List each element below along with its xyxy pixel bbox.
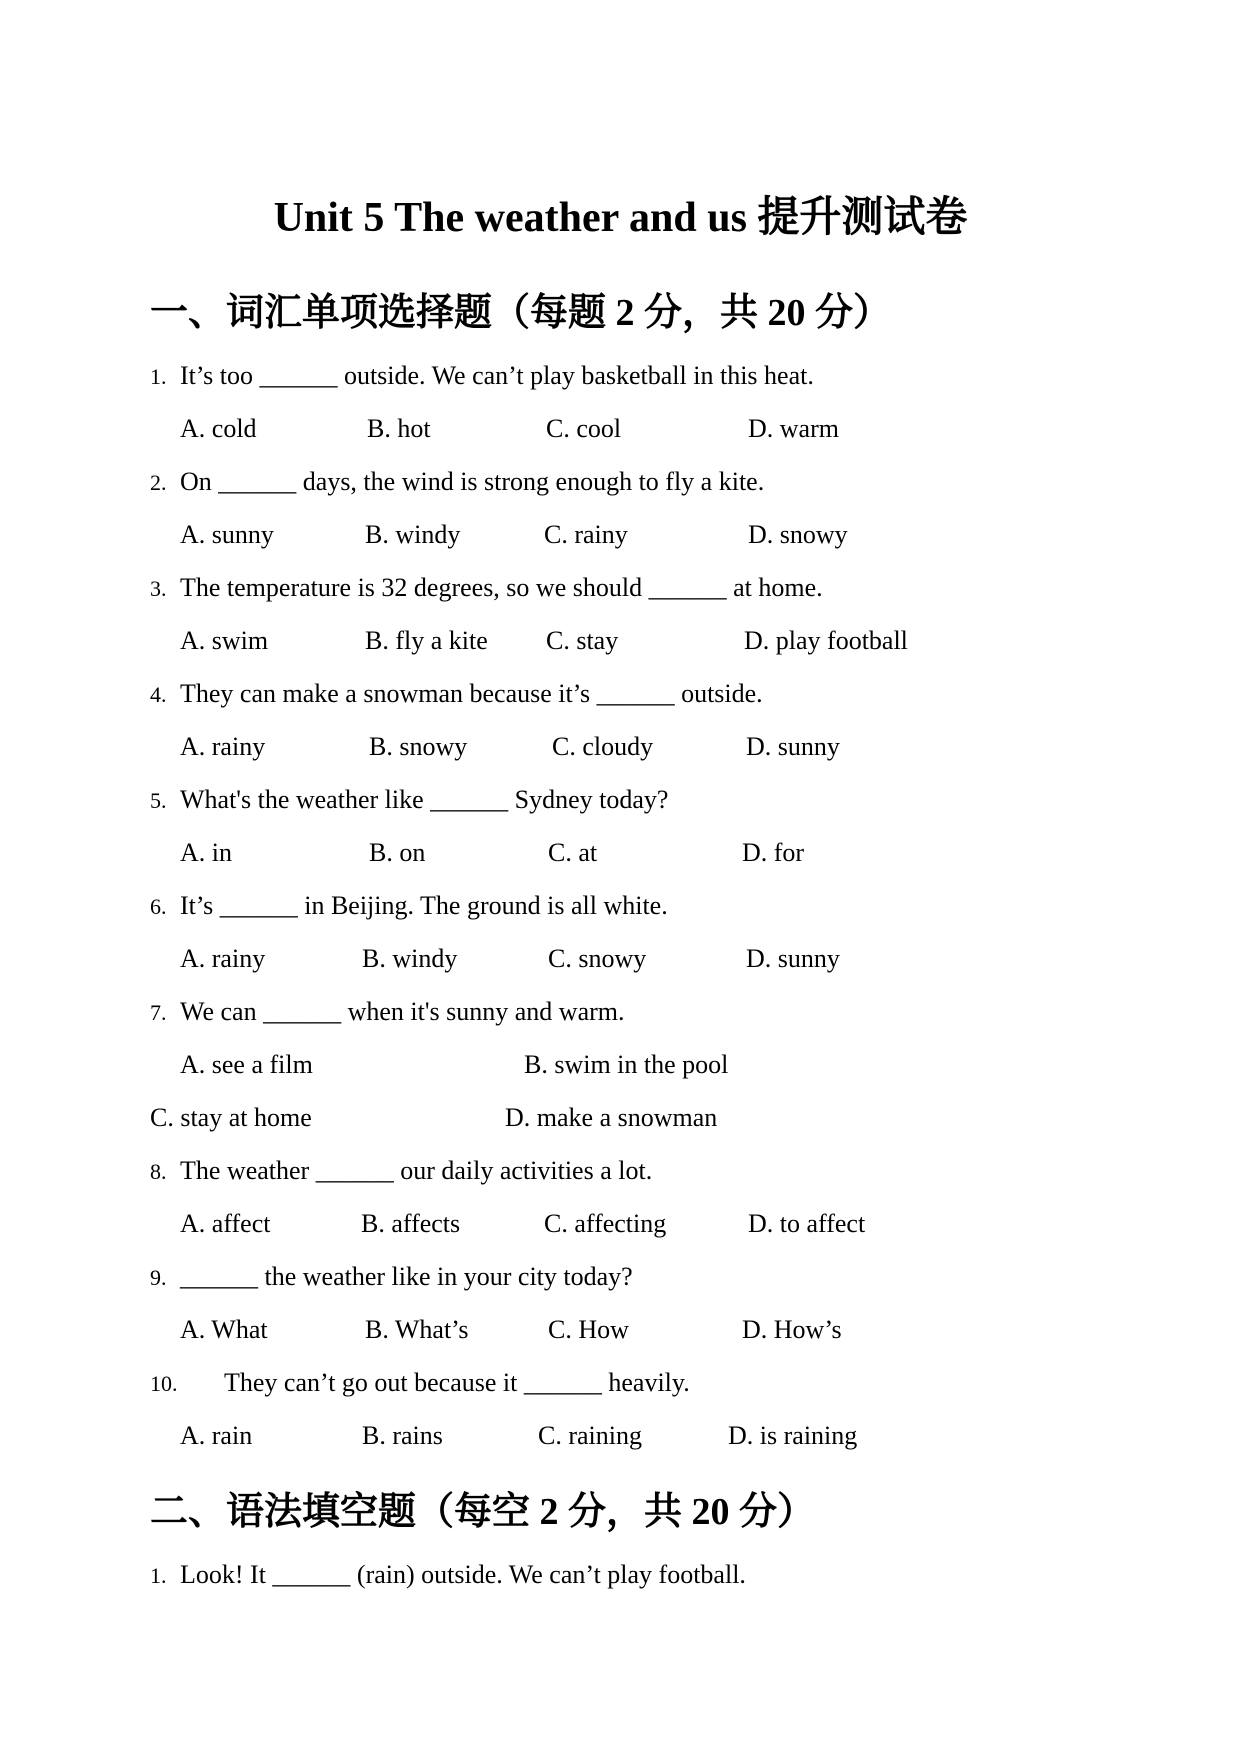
option-3b: B. fly a kite — [365, 626, 488, 655]
option-1b: B. hot — [367, 414, 431, 443]
question-6 — [150, 886, 668, 927]
question-text: ______ the weather like in your city today? — [180, 1262, 633, 1291]
question-number: 1. — [150, 364, 167, 389]
question-10 — [150, 1363, 690, 1404]
option-8a: A. affect — [180, 1209, 271, 1238]
option-9b: B. What’s — [365, 1315, 469, 1344]
question-text: On ______ days, the wind is strong enough to fly a kite. — [180, 467, 765, 496]
option-10a: A. rain — [180, 1421, 253, 1450]
option-6d: D. sunny — [746, 944, 840, 973]
option-5d: D. for — [742, 838, 805, 867]
question-number: 3. — [150, 576, 167, 601]
question-number: 5. — [150, 788, 167, 813]
option-1c: C. cool — [546, 414, 622, 443]
question-text: What's the weather like ______ Sydney today? — [180, 785, 669, 814]
option-1d: D. warm — [748, 414, 839, 443]
option-4a: A. rainy — [180, 732, 266, 761]
question-4 — [150, 674, 763, 715]
question-9 — [150, 1257, 633, 1298]
question-text: We can ______ when it's sunny and warm. — [180, 997, 625, 1026]
question-text: The weather ______ our daily activities a lot. — [180, 1156, 653, 1185]
option-4c: C. cloudy — [552, 732, 654, 761]
question-number: 6. — [150, 894, 167, 919]
question-5 — [150, 780, 668, 821]
question-number: 7. — [150, 1000, 167, 1025]
question-text: They can’t go out because it ______ heavily. — [224, 1368, 690, 1397]
option-3a: A. swim — [180, 626, 269, 655]
question-8 — [150, 1151, 652, 1192]
option-5b: B. on — [369, 838, 426, 867]
section-1-heading: 一、词汇单项选择题（每题 2 分，共 20 分） — [150, 292, 892, 334]
option-5a: A. in — [180, 838, 232, 867]
option-8d: D. to affect — [748, 1209, 866, 1238]
question-text: The temperature is 32 degrees, so we should ______ at home. — [180, 573, 823, 602]
page-title: Unit 5 The weather and us 提升测试卷 — [273, 195, 968, 241]
question-number: 10. — [150, 1371, 178, 1396]
option-4d: D. sunny — [746, 732, 840, 761]
option-3d: D. play football — [744, 626, 908, 655]
question-number: 8. — [150, 1159, 167, 1184]
option-2c: C. rainy — [544, 520, 628, 549]
option-9a: A. What — [180, 1315, 268, 1344]
option-10d: D. is raining — [728, 1421, 858, 1450]
option-6c: C. snowy — [548, 944, 647, 973]
question-number: 4. — [150, 682, 167, 707]
question-text: It’s too ______ outside. We can’t play basketball in this heat. — [180, 361, 814, 390]
grammar-question-1 — [150, 1555, 746, 1596]
option-7b: B. swim in the pool — [524, 1050, 729, 1079]
option-7a: A. see a film — [180, 1050, 313, 1079]
option-2b: B. windy — [365, 520, 461, 549]
option-8c: C. affecting — [544, 1209, 667, 1238]
question-text: Look! It ______ (rain) outside. We can’t play football. — [180, 1560, 746, 1589]
option-6b: B. windy — [362, 944, 458, 973]
section-2-heading: 二、语法填空题（每空 2 分，共 20 分） — [150, 1491, 816, 1533]
option-1a: A. cold — [180, 414, 257, 443]
question-1 — [150, 356, 814, 397]
option-9c: C. How — [548, 1315, 629, 1344]
question-number: 2. — [150, 470, 167, 495]
option-2d: D. snowy — [748, 520, 848, 549]
question-3 — [150, 568, 823, 609]
option-5c: C. at — [548, 838, 598, 867]
option-2a: A. sunny — [180, 520, 274, 549]
option-7d: D. make a snowman — [505, 1103, 718, 1132]
option-7c: C. stay at home — [150, 1103, 312, 1132]
option-8b: B. affects — [361, 1209, 461, 1238]
option-4b: B. snowy — [369, 732, 468, 761]
option-9d: D. How’s — [742, 1315, 842, 1344]
option-10b: B. rains — [362, 1421, 443, 1450]
question-text: It’s ______ in Beijing. The ground is all white. — [180, 891, 668, 920]
option-10c: C. raining — [538, 1421, 642, 1450]
question-7 — [150, 992, 625, 1033]
option-3c: C. stay — [546, 626, 619, 655]
question-number: 9. — [150, 1265, 167, 1290]
question-text: They can make a snowman because it’s ______ outside. — [180, 679, 763, 708]
option-6a: A. rainy — [180, 944, 266, 973]
question-number: 1. — [150, 1563, 167, 1588]
question-2 — [150, 462, 764, 503]
